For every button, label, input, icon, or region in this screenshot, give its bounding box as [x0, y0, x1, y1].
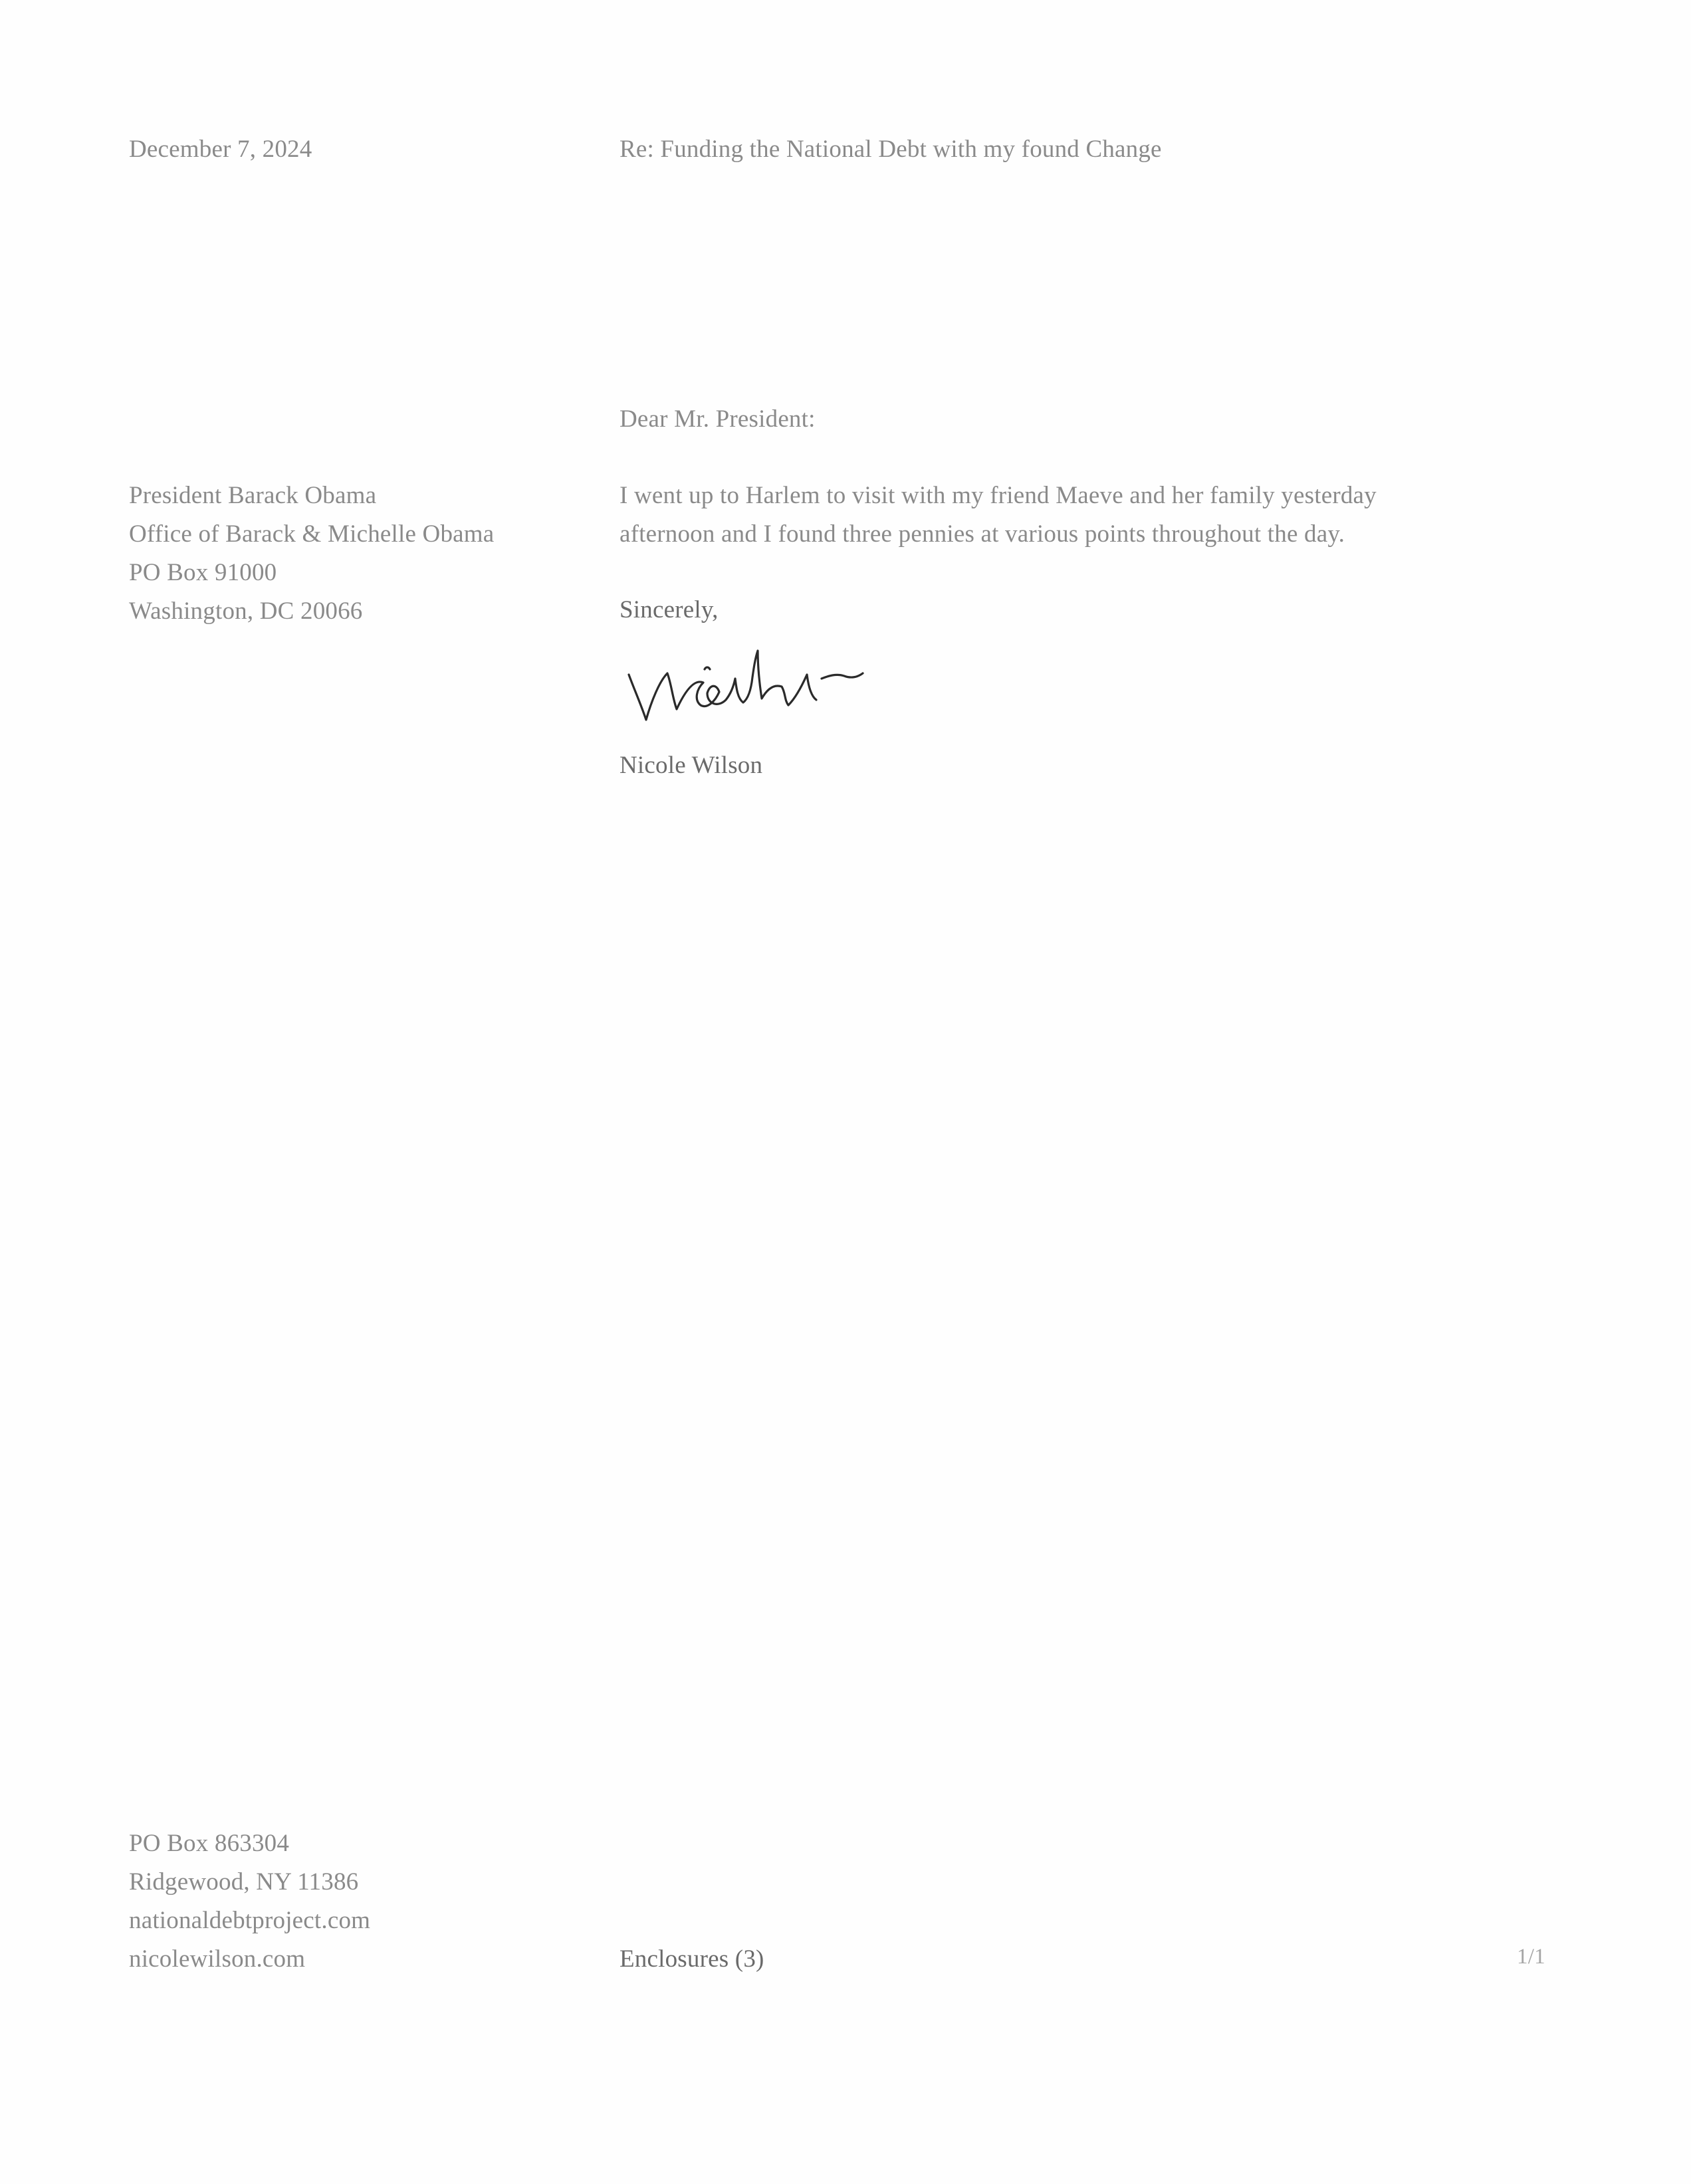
letter-body — [620, 477, 1377, 554]
sender-address — [129, 1824, 370, 1979]
sender-line: PO Box 863304 — [129, 1830, 290, 1857]
sender-line: Ridgewood, NY 11386 — [129, 1868, 359, 1896]
enclosures-note: Enclosures (3) — [620, 1945, 764, 1973]
recipient-line: Washington, DC 20066 — [129, 598, 363, 625]
body-line: afternoon and I found three pennies at various points throughout the day. — [620, 520, 1345, 548]
sender-line: nationaldebtproject.com — [129, 1907, 371, 1934]
body-line: I went up to Harlem to visit with my friend Maeve and her family yesterday — [620, 482, 1377, 509]
sender-line: nicolewilson.com — [129, 1945, 306, 1973]
closing: Sincerely, — [620, 596, 719, 623]
handwritten-signature — [625, 635, 931, 734]
recipient-address — [129, 477, 494, 631]
recipient-line: PO Box 91000 — [129, 559, 277, 586]
letter-date: December 7, 2024 — [129, 136, 312, 163]
letter-subject: Re: Funding the National Debt with my found Change — [620, 136, 1162, 163]
salutation: Dear Mr. President: — [620, 405, 816, 433]
recipient-line: President Barack Obama — [129, 482, 377, 509]
signer-name: Nicole Wilson — [620, 752, 763, 779]
page-number: 1/1 — [1517, 1945, 1545, 1969]
recipient-line: Office of Barack & Michelle Obama — [129, 520, 495, 548]
